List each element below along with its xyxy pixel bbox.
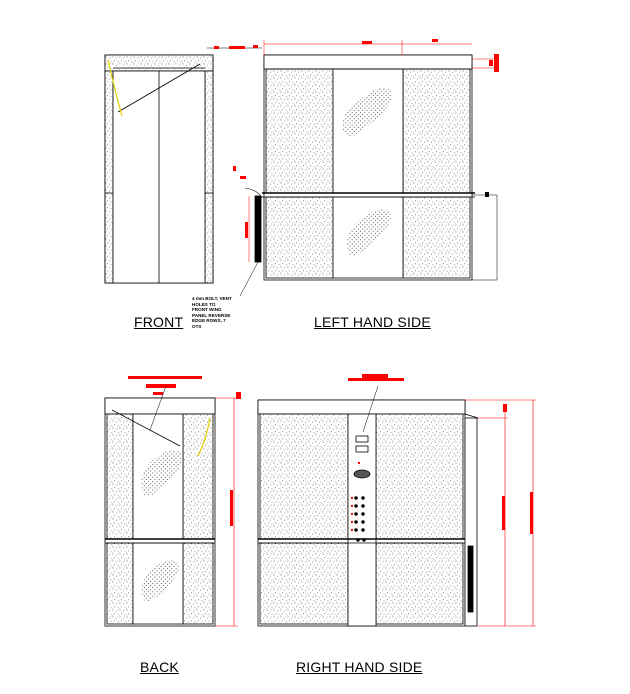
left-panel-upper-left [266, 69, 333, 193]
right-handle [468, 546, 473, 612]
right-button-11 [357, 539, 360, 542]
back-view [105, 376, 241, 626]
left-dim-mark-2 [432, 39, 438, 42]
back-view-label: BACK [140, 659, 179, 675]
left-panel-lower-left [266, 197, 333, 278]
front-dim-mark-2 [214, 46, 219, 49]
right-view-label: RIGHT HAND SIDE [296, 659, 423, 675]
back-dim-mark-2 [146, 384, 176, 388]
right-button-8 [362, 521, 365, 524]
left-handle-dim-b [245, 222, 248, 238]
back-height-mark [230, 490, 233, 526]
right-height-cap [503, 404, 507, 412]
left-ext-cap [485, 192, 489, 197]
front-view [105, 45, 262, 283]
right-dim-mark-2 [362, 374, 388, 378]
left-bracket-mark [494, 54, 499, 72]
right-button-6 [362, 513, 365, 516]
right-panel-upper-right [376, 414, 463, 539]
back-dim-mark-3 [153, 392, 163, 395]
right-button-1 [355, 497, 358, 500]
right-side-view [258, 374, 536, 626]
right-button-12 [363, 539, 366, 542]
right-panel-lower-right [376, 543, 463, 624]
front-view-label: FRONT [134, 314, 184, 330]
right-height-mark-1 [502, 496, 505, 530]
right-height-mark-2 [530, 492, 533, 534]
back-height-cap [236, 392, 241, 399]
left-top-rail [264, 55, 472, 69]
front-dim-mark [229, 46, 245, 49]
front-dim-mark-3 [253, 45, 258, 48]
right-speaker-grille [354, 470, 370, 478]
hole-note: 4 mm BOLT, VENT HOLES TO FRONT WING PANEL REVERSE EDGE ROWS, 7 OTS [192, 296, 232, 329]
left-panel-upper-right [403, 69, 470, 193]
back-top-rail [105, 398, 215, 414]
left-side-view [233, 39, 499, 296]
right-panel-upper-left [260, 414, 348, 539]
front-top-rail [105, 55, 213, 71]
left-panel-lower-right [403, 197, 470, 278]
right-door-top [465, 414, 478, 418]
right-button-10 [362, 529, 365, 532]
right-panel-lower-left [260, 543, 348, 624]
right-button-2 [362, 497, 365, 500]
back-panel-upper-left [107, 414, 133, 539]
left-handle [255, 196, 261, 262]
left-note-leader [240, 262, 258, 296]
right-button-7 [355, 521, 358, 524]
right-top-rail [258, 400, 465, 414]
left-view-label: LEFT HAND SIDE [314, 314, 431, 330]
right-button-4 [362, 505, 365, 508]
left-bracket-mark-2 [489, 60, 493, 66]
right-dim-mark [348, 378, 404, 381]
back-panel-lower-right [183, 543, 213, 624]
back-dim-mark [128, 376, 202, 379]
right-button-5 [355, 513, 358, 516]
back-panel-lower-left [107, 543, 133, 624]
left-handle-dim-c [233, 166, 236, 171]
left-dim-mark [362, 41, 372, 44]
front-right-post [205, 71, 213, 283]
right-button-3 [355, 505, 358, 508]
right-button-9 [355, 529, 358, 532]
back-panel-upper-right [183, 414, 213, 539]
front-left-post [105, 71, 113, 283]
left-handle-dim-a [240, 176, 246, 179]
